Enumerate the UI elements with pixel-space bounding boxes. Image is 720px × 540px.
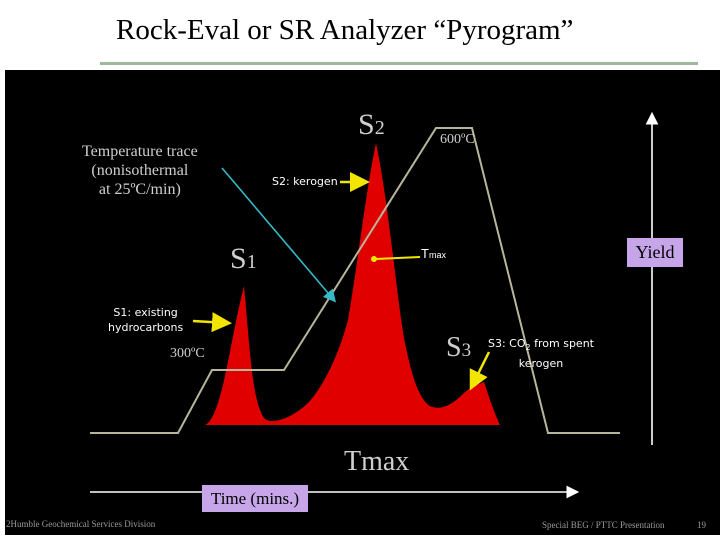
tmax-axis-label: Tmax xyxy=(344,446,410,477)
yield-label-box: Yield xyxy=(627,238,683,267)
s3-peak-label: S3 xyxy=(446,332,472,363)
temp-start-label: 300ºC xyxy=(170,346,205,361)
temp-end-label: 600ºC xyxy=(440,132,475,147)
s3-pointer-arrow xyxy=(472,352,489,386)
s1-annotation: S1: existing hydrocarbons xyxy=(108,306,184,334)
pyrogram-fill xyxy=(205,143,500,425)
time-label-box: Time (mins.) xyxy=(202,485,308,512)
s2-peak-label: S2 xyxy=(358,108,385,141)
tmax-point xyxy=(371,256,377,262)
temperature-trace-label: Temperature trace (nonisothermal at 25ºC/min) xyxy=(82,143,198,198)
footer-left: 2Humble Geochemical Services Division xyxy=(6,519,156,529)
slide-title: Rock-Eval or SR Analyzer “Pyrogram” xyxy=(116,14,574,46)
s3-annotation: S3: $CO_2$ from spent kerogen xyxy=(488,337,594,371)
s2-annotation: S2: kerogen xyxy=(272,175,338,188)
s1-peak-label: S1 xyxy=(230,242,257,275)
s1-pointer-arrow xyxy=(193,321,227,323)
page-number: 19 xyxy=(697,520,706,530)
tmax-marker-label: Tmax xyxy=(421,246,446,261)
footer-right: Special BEG / PTTC Presentation xyxy=(542,520,665,530)
